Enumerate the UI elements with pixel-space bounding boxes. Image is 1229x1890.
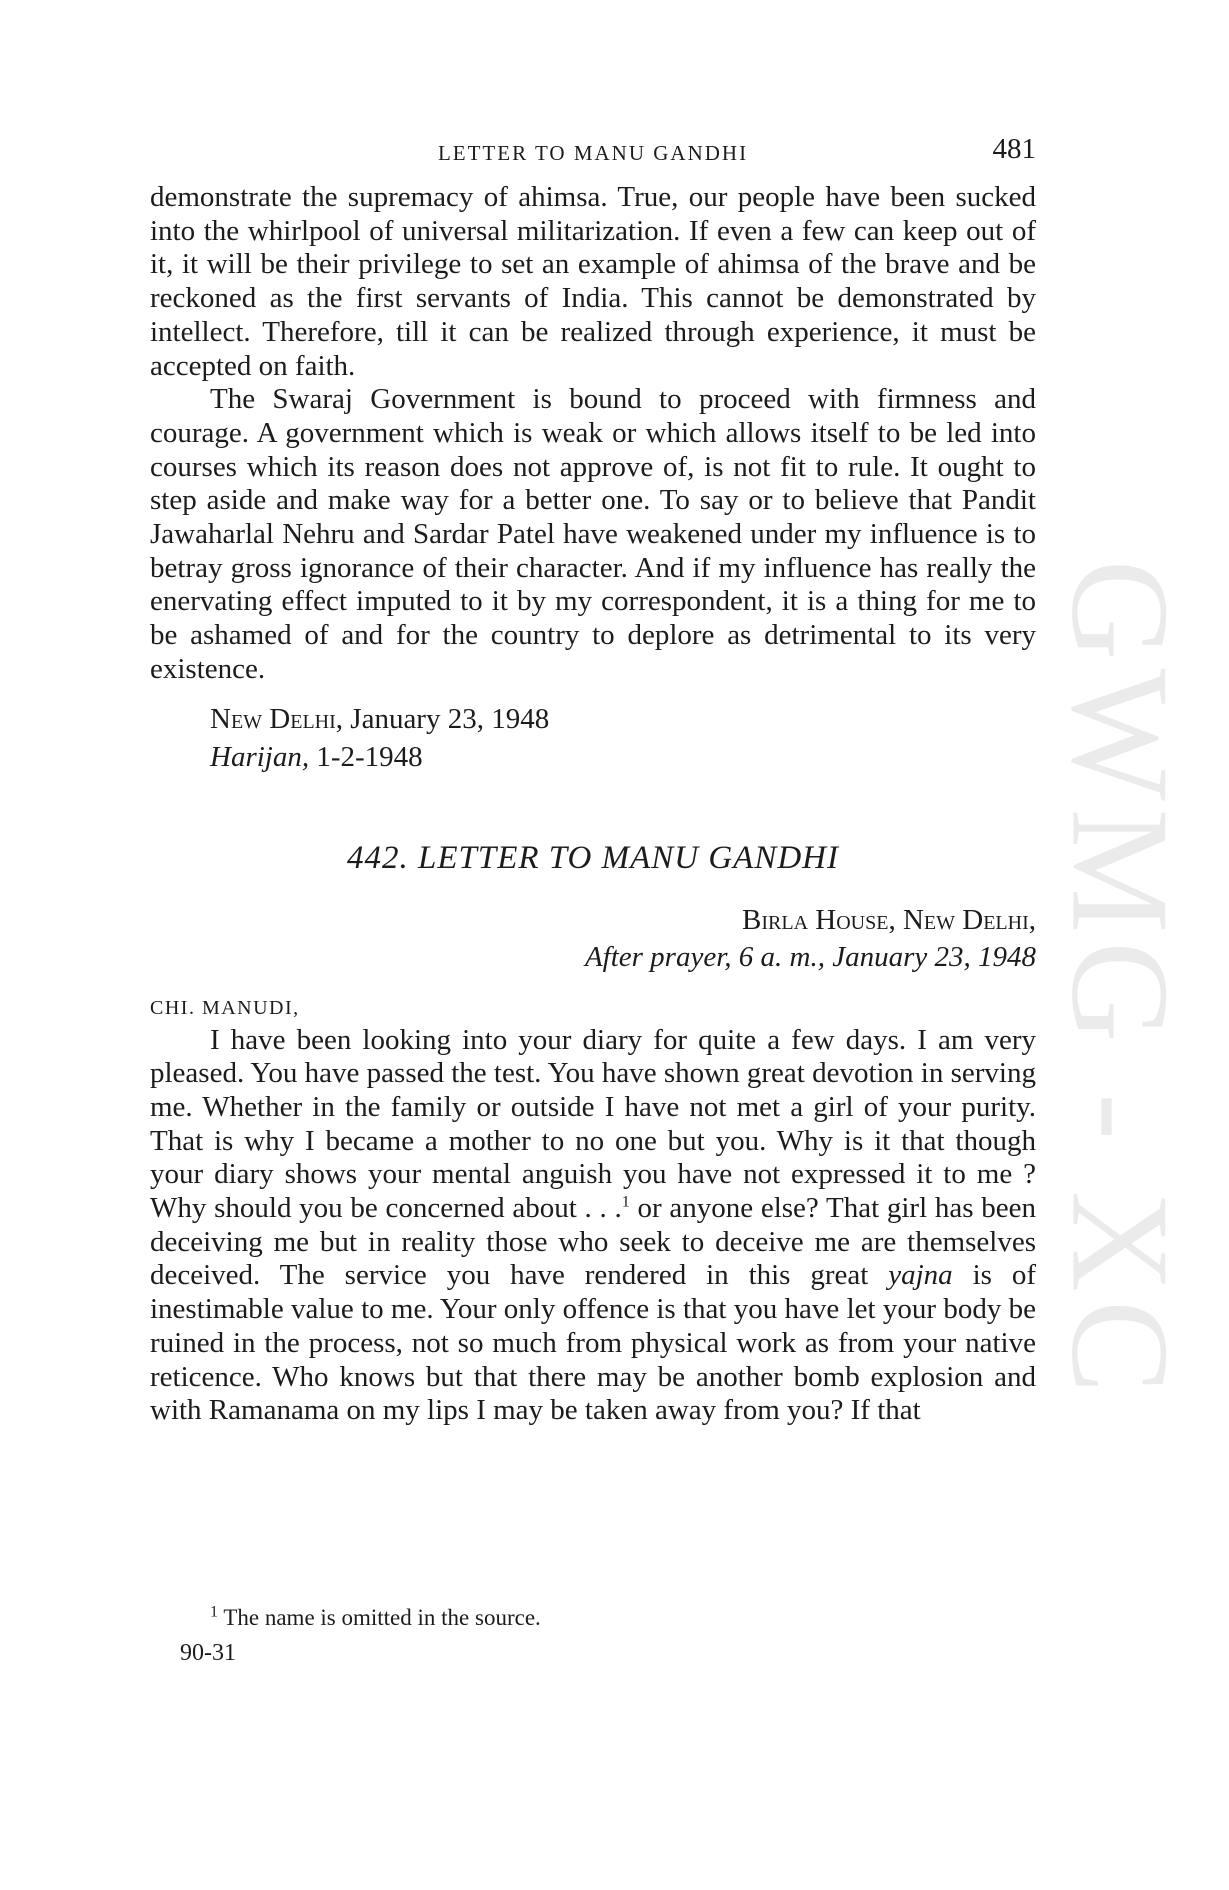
footnote-text: The name is omitted in the source. [218, 1605, 541, 1630]
source-citation [150, 738, 1036, 776]
page-body [150, 181, 1036, 1428]
address-date: After prayer, 6 a. m., January 23, 1948 [584, 940, 1036, 973]
letter-body-part3: is of inestimable value to me. Your only offence is that you have let your body be ruined in the process, not so much from physical work as from your native reticence. Who knows but that there may be another bomb explosion and with Ramanama on my lips I may be taken away from you? If that [150, 1259, 1037, 1427]
page [150, 0, 1036, 1890]
page-number: 481 [992, 133, 1036, 165]
footnote-marker: 1 [210, 1603, 218, 1621]
signature-mark: 90-31 [180, 1640, 236, 1666]
dateline-date: January 23, 1948 [350, 702, 550, 735]
letter-heading: 442. LETTER TO MANU GANDHI [346, 839, 839, 876]
dateline [150, 700, 1036, 738]
source-title: Harijan, [210, 740, 310, 773]
salutation: CHI. MANUDI, [150, 996, 300, 1019]
footnote-ref: 1 [621, 1193, 630, 1211]
letter-body-part2: or anyone else? That girl has been deceiving me but in reality those who seek to deceive me are themselves deceived. The service you have rendered in this great [150, 1192, 1036, 1292]
continued-paragraph: demonstrate the supremacy of ahimsa. True, our people have been sucked into the whirlpool of universal militarization. If even a few can keep out of it, it will be their privilege to set an example of ahimsa of the brave and be reckoned as the first servants of India. This cannot be demonstrated by intellect. Therefore, till it can be realized through experience, it must be accepted on faith. [150, 181, 1036, 382]
letter-body-part1: I have been looking into your diary for quite a few days. I am very pleased. You have passed the test. You have shown great devotion in serving me. Whether in the family or outside I have not met a girl of your purity. That is why I became a mother to no one but you. Why is it that though your diary shows your mental anguish you have not expressed it to me ? Why should you be concerned about . . . [150, 1023, 1036, 1225]
watermark [1042, 530, 1198, 1430]
address-place: Birla House, New Delhi, [742, 903, 1036, 936]
footnotes [210, 1602, 541, 1634]
letter-address [150, 902, 1036, 976]
running-head [150, 133, 1036, 173]
letter-body [150, 1024, 1036, 1428]
yajna-term: yajna [888, 1259, 953, 1292]
watermark-text: GWMG - XC [1042, 559, 1198, 1401]
source-date: 1-2-1948 [316, 740, 423, 773]
running-title: LETTER TO MANU GANDHI [437, 141, 749, 165]
paragraph-swaraj: The Swaraj Government is bound to proceed with firmness and courage. A government which is weak or which allows itself to be led into courses which its reason does not approve of, is not fit to rule. It ought to step aside and make way for a better one. To say or to believe that Pandit Jawaharlal Nehru and Sardar Patel have weakened under my influence is to betray gross ignorance of their character. And if my influence has really the enervating effect imputed to it by my correspondent, it is a thing for me to be ashamed of and for the country to deplore as detrimental to its very existence. [150, 383, 1036, 685]
dateline-place: New Delhi, [210, 702, 344, 735]
